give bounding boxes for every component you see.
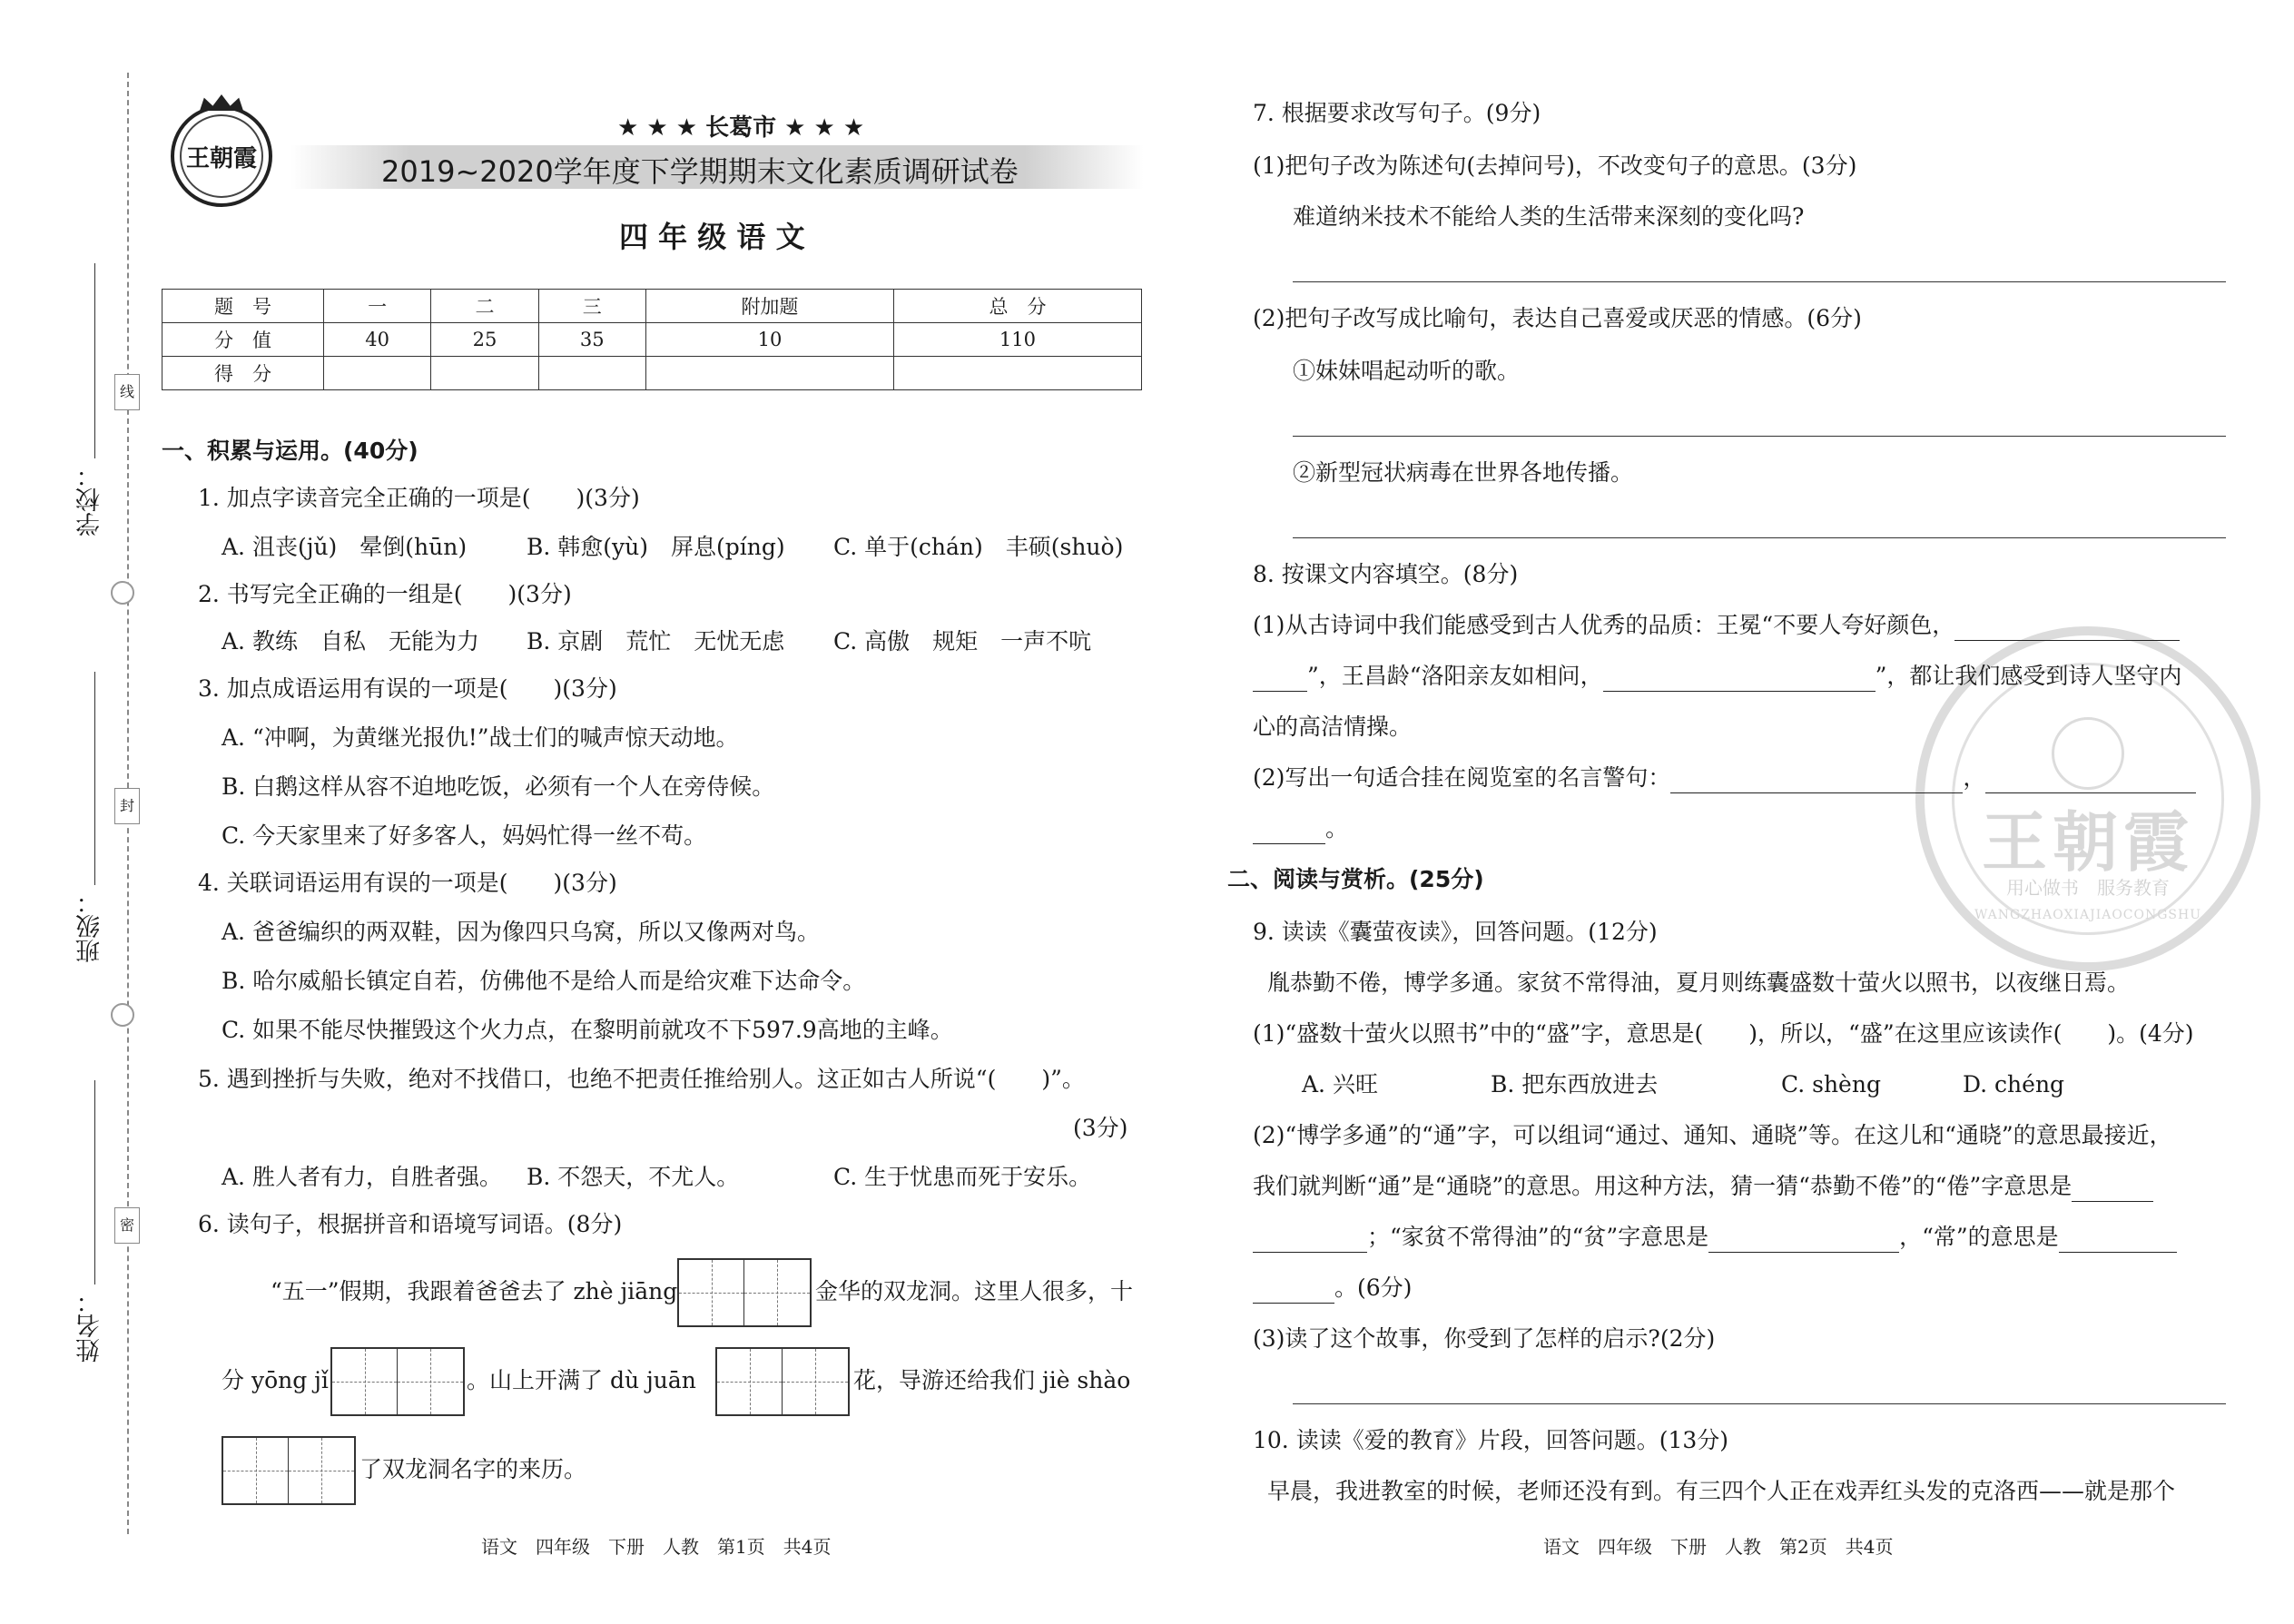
binding-strip — [0, 0, 145, 1624]
score-table-row — [162, 357, 1142, 390]
q6-line1-start: “五一”假期，我跟着爸爸去了 zhè jiāng — [271, 1278, 678, 1304]
city-line: ★ ★ ★ 长葛市 ★ ★ ★ — [617, 114, 865, 142]
score-cell: 35 — [538, 323, 645, 357]
score-table — [162, 289, 1142, 390]
ring-icon — [111, 581, 134, 605]
answer-box-dujuan[interactable] — [715, 1347, 850, 1416]
q9-1-option-c: C. shèng — [1781, 1071, 1881, 1097]
seal-mark-2: 封 — [114, 788, 140, 824]
q5-option-b: B. 不怨天，不尤人。 — [527, 1164, 740, 1190]
q7-2-sentence-b: ②新型冠状病毒在世界各地传播。 — [1293, 459, 1634, 486]
q8-2-line — [1253, 763, 2196, 793]
score-cell: 题 号 — [162, 290, 324, 323]
answer-box-jieshao[interactable] — [222, 1436, 356, 1505]
question-1: 1. 加点字读音完全正确的一项是( )(3分) — [198, 485, 640, 511]
q8-2-end: 。 — [1325, 815, 1349, 842]
q6-line2-end: 花，导游还给我们 jiè shào — [853, 1367, 1131, 1393]
q1-option-a: A. 沮丧(jǔ) 晕倒(hūn) — [222, 534, 468, 560]
q6-line2-start: 分 yōng jǐ — [222, 1367, 329, 1393]
q8-1-text-a: (1)从古诗词中我们能感受到古人优秀的品质：王冕“不要人夸好颜色， — [1253, 612, 1955, 638]
section-1-heading: 一、积累与运用。(40分) — [162, 438, 418, 464]
question-9: 9. 读读《囊萤夜读》，回答问题。(12分) — [1253, 919, 1658, 945]
q9-part-3: (3)读了这个故事，你受到了怎样的启示?(2分) — [1253, 1325, 1716, 1352]
watermark-pinyin: WANGZHAOXIAJIAOCONGSHU — [1974, 908, 2202, 922]
q7-2a-answer-line[interactable] — [1293, 436, 2226, 437]
q8-blank-4[interactable] — [1670, 770, 1963, 793]
q9-1-option-d: D. chéng — [1963, 1071, 2065, 1097]
score-cell: 10 — [645, 323, 893, 357]
q9-passage: 胤恭勤不倦，博学多通。家贫不常得油，夏月则练囊盛数十萤火以照书，以夜继日焉。 — [1267, 969, 2131, 996]
q7-part-2: (2)把句子改写成比喻句，表达自己喜爱或厌恶的情感。(6分) — [1253, 305, 1862, 331]
answer-box-yongji[interactable] — [330, 1347, 465, 1416]
q7-2b-answer-line[interactable] — [1293, 537, 2226, 538]
watermark-slogan: 用心做书 服务教育 — [2006, 877, 2170, 899]
q4-option-c: C. 如果不能尽快摧毁这个火力点，在黎明前就攻不下597.9高地的主峰。 — [222, 1017, 953, 1043]
q9-part-2-b — [1253, 1171, 2153, 1202]
q10-passage: 早晨，我进教室的时候，老师还没有到。有三四个人正在戏弄红头发的克洛西——就是那个 — [1267, 1478, 2176, 1504]
class-field[interactable] — [94, 672, 95, 885]
q2-option-a: A. 教练 自私 无能为力 — [222, 628, 479, 655]
q9-blank-2[interactable] — [1253, 1229, 1367, 1253]
answer-box-zhejiang[interactable] — [677, 1258, 812, 1327]
score-cell: 附加题 — [645, 290, 893, 323]
q9-2-text-e: 。(6分) — [1334, 1275, 1413, 1301]
score-cell: 110 — [893, 323, 1141, 357]
q8-1-text-b: ”，王昌龄“洛阳亲友如相问， — [1307, 663, 1603, 689]
q5-score: (3分) — [1073, 1115, 1128, 1141]
q5-option-c: C. 生于忧患而死于安乐。 — [833, 1164, 1092, 1190]
score-cell: 三 — [538, 290, 645, 323]
score-cell: 总 分 — [893, 290, 1141, 323]
q8-blank-2[interactable] — [1253, 668, 1307, 692]
q3-option-a: A. “冲啊，为黄继光报仇!”战士们的喊声惊天动地。 — [222, 724, 739, 751]
q9-1-option-b: B. 把东西放进去 — [1491, 1071, 1659, 1097]
q9-blank-4[interactable] — [2059, 1229, 2177, 1253]
score-cell: 得 分 — [162, 357, 324, 390]
score-entry-cell[interactable] — [538, 357, 645, 390]
ring-icon — [111, 1003, 134, 1027]
score-entry-cell[interactable] — [893, 357, 1141, 390]
question-10: 10. 读读《爱的教育》片段，回答问题。(13分) — [1253, 1427, 1729, 1453]
page-footer-right: 语文 四年级 下册 人教 第2页 共4页 — [1543, 1536, 1894, 1558]
q8-1-line-a — [1253, 610, 2180, 641]
q6-line2-mid: 。山上开满了 dù juān — [467, 1367, 696, 1393]
q3-option-b: B. 白鹅这样从容不迫地吃饭，必须有一个人在旁侍候。 — [222, 773, 775, 800]
score-entry-cell[interactable] — [431, 357, 538, 390]
q9-1-option-a: A. 兴旺 — [1302, 1071, 1378, 1097]
q2-option-c: C. 高傲 规矩 一声不吭 — [833, 628, 1092, 655]
school-label: 学校： — [76, 463, 104, 536]
school-field[interactable] — [94, 263, 95, 458]
question-3: 3. 加点成语运用有误的一项是( )(3分) — [198, 675, 617, 702]
q8-blank-5[interactable] — [1985, 770, 2196, 793]
question-7: 7. 根据要求改写句子。(9分) — [1253, 100, 1541, 126]
score-table-row — [162, 323, 1142, 357]
question-6: 6. 读句子，根据拼音和语境写词语。(8分) — [198, 1211, 623, 1237]
page-footer-left: 语文 四年级 下册 人教 第1页 共4页 — [481, 1536, 832, 1558]
q8-2-line-b — [1253, 813, 1348, 844]
q3-option-c: C. 今天家里来了好多客人，妈妈忙得一丝不苟。 — [222, 822, 707, 849]
q4-option-a: A. 爸爸编织的两双鞋，因为像四只乌窝，所以又像两对鸟。 — [222, 919, 820, 945]
exam-subtitle: 四 年 级 语 文 — [619, 220, 805, 254]
q1-option-c: C. 单于(chán) 丰硕(shuò) — [833, 534, 1124, 560]
q6-line3: 了双龙洞名字的来历。 — [359, 1456, 587, 1482]
q8-2-text: (2)写出一句适合挂在阅览室的名言警句： — [1253, 764, 1671, 791]
q8-2-comma: ， — [1963, 764, 1986, 791]
question-4: 4. 关联词语运用有误的一项是( )(3分) — [198, 870, 617, 896]
exam-title: 2019~2020学年度下学期期末文化素质调研试卷 — [381, 154, 1019, 189]
q9-2-text-d: ，“常”的意思是 — [1899, 1224, 2059, 1250]
q8-1-line-c: 心的高洁情操。 — [1253, 714, 1413, 740]
q8-1-line-b — [1253, 661, 2181, 692]
q8-blank-6[interactable] — [1253, 821, 1325, 844]
seal-mark-3: 密 — [114, 1207, 140, 1244]
q4-option-b: B. 哈尔威船长镇定自若，仿佛他不是给人而是给灾难下达命令。 — [222, 968, 866, 994]
q5-option-a: A. 胜人者有力，自胜者强。 — [222, 1164, 502, 1190]
q9-blank-1[interactable] — [2072, 1178, 2153, 1202]
score-entry-cell[interactable] — [324, 357, 431, 390]
score-table-row — [162, 290, 1142, 323]
score-cell: 分 值 — [162, 323, 324, 357]
q9-part-1: (1)“盛数十萤火以照书”中的“盛”字，意思是( )，所以，“盛”在这里应该读作( )。(4分) — [1253, 1020, 2194, 1047]
q8-blank-1[interactable] — [1954, 617, 2180, 641]
score-cell: 一 — [324, 290, 431, 323]
watermark-name: 王朝霞 — [1981, 803, 2194, 881]
crown-icon — [200, 94, 243, 111]
q9-part-2-e — [1253, 1273, 1412, 1304]
q7-1-answer-line[interactable] — [1293, 281, 2226, 282]
q8-blank-3[interactable] — [1603, 668, 1876, 692]
score-cell: 40 — [324, 323, 431, 357]
name-label: 姓名： — [76, 1289, 104, 1363]
section-2-heading: 二、阅读与赏析。(25分) — [1227, 866, 1484, 892]
score-cell: 二 — [431, 290, 538, 323]
publisher-logo — [171, 105, 272, 207]
q7-part-1-sentence: 难道纳米技术不能给人类的生活带来深刻的变化吗? — [1293, 203, 1805, 230]
seal-mark-1: 线 — [114, 374, 140, 410]
score-entry-cell[interactable] — [645, 357, 893, 390]
q8-1-text-c: ”，都让我们感受到诗人坚守内 — [1875, 663, 2182, 689]
q9-3-answer-line[interactable] — [1293, 1403, 2226, 1404]
q7-part-1: (1)把句子改为陈述句(去掉问号)，不改变句子的意思。(3分) — [1253, 153, 1857, 179]
q2-option-b: B. 京剧 荒忙 无忧无虑 — [527, 628, 785, 655]
score-cell: 25 — [431, 323, 538, 357]
q9-blank-3[interactable] — [1708, 1229, 1899, 1253]
q9-part-2-a: (2)“博学多通”的“通”字，可以组词“通过、通知、通晓”等。在这儿和“通晓”的意思最接近， — [1253, 1122, 2172, 1148]
q1-option-b: B. 韩愈(yù) 屏息(píng) — [527, 534, 785, 560]
q9-part-2-c — [1253, 1222, 2177, 1253]
q7-2-sentence-a: ①妹妹唱起动听的歌。 — [1293, 358, 1521, 384]
question-8: 8. 按课文内容填空。(8分) — [1253, 561, 1519, 587]
question-2: 2. 书写完全正确的一组是( )(3分) — [198, 581, 572, 607]
class-label: 班级： — [76, 890, 104, 963]
name-field[interactable] — [94, 1080, 95, 1284]
q9-2-text-b: 我们就判断“通”是“通晓”的意思。用这种方法，猜一猜“恭勤不倦”的“倦”字意思是 — [1253, 1173, 2072, 1199]
logo-text: 王朝霞 — [185, 145, 257, 172]
q9-2-text-c: ；“家贫不常得油”的“贫”字意思是 — [1367, 1224, 1709, 1250]
q6-line1-end: 金华的双龙洞。这里人很多，十 — [815, 1278, 1134, 1304]
q9-blank-5[interactable] — [1253, 1280, 1334, 1304]
question-5: 5. 遇到挫折与失败，绝对不找借口，也绝不把责任推给别人。这正如古人所说“( )”。 — [198, 1066, 1085, 1092]
